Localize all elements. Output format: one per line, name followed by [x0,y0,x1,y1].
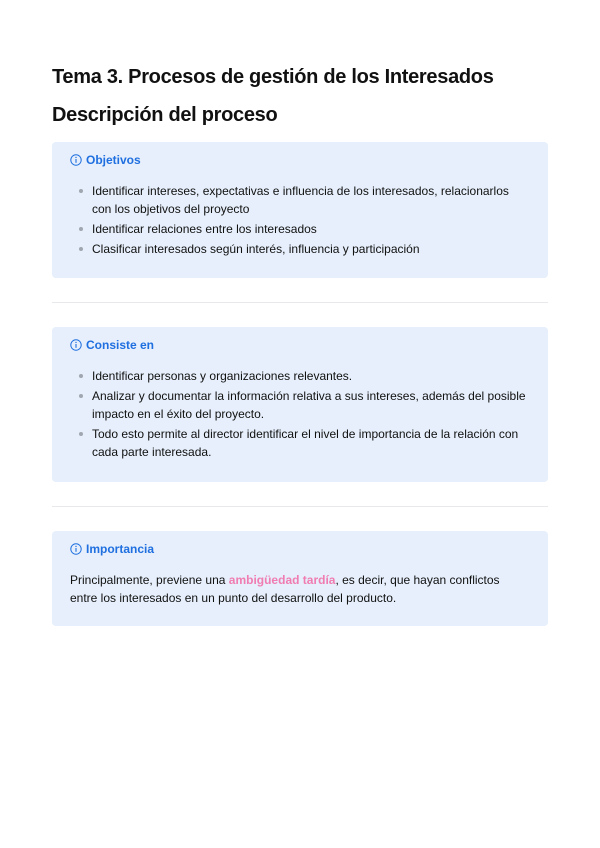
bullet-list [70,182,530,258]
list-item [70,182,530,218]
list-item [70,387,530,423]
list-item [70,367,530,385]
list-item-text: Clasificar interesados según interés, influencia y participación [92,242,420,256]
callout-consiste-en [52,327,548,482]
bullet-dot [79,374,83,378]
bullet-dot [79,189,83,193]
bullet-list [70,367,530,461]
info-circle-icon [70,154,82,166]
paragraph-text: Principalmente, previene una [70,573,229,587]
list-item-text: Identificar intereses, expectativas e influencia de los interesados, relacionarlos con los objetivos del proyecto [92,184,509,216]
callout-importancia [52,531,548,626]
list-item-text: Todo esto permite al director identificar el nivel de importancia de la relación con cada parte interesada. [92,427,519,459]
list-item [70,220,530,238]
callout-label: Objetivos [86,153,141,167]
highlighted-term: ambigüedad tardía [228,573,336,587]
list-item [70,425,530,461]
list-item-text: Identificar relaciones entre los interesados [92,222,317,236]
divider [52,506,548,507]
callout-header [70,337,530,353]
callout-label: Consiste en [86,338,155,352]
section-title: Descripción del proceso [52,104,278,126]
callout-paragraph [70,571,530,607]
paragraph-text: , es decir, que hayan conflictos entre los interesados en un punto del desarrollo del producto. [70,573,500,605]
info-circle-icon [70,543,82,555]
bullet-dot [79,247,83,251]
callout-label: Importancia [86,542,155,556]
bullet-dot [79,227,83,231]
info-circle-icon [70,339,82,351]
bullet-dot [79,394,83,398]
list-item-text: Analizar y documentar la información relativa a sus intereses, además del posible impacto en el éxito del proyecto. [92,389,526,421]
callout-objetivos [52,142,548,278]
bullet-dot [79,432,83,436]
divider [52,302,548,303]
list-item-text: Identificar personas y organizaciones relevantes. [92,369,353,383]
callout-header [70,541,530,557]
list-item [70,240,530,258]
page-title: Tema 3. Procesos de gestión de los Interesados [52,66,494,88]
callout-header [70,152,530,168]
